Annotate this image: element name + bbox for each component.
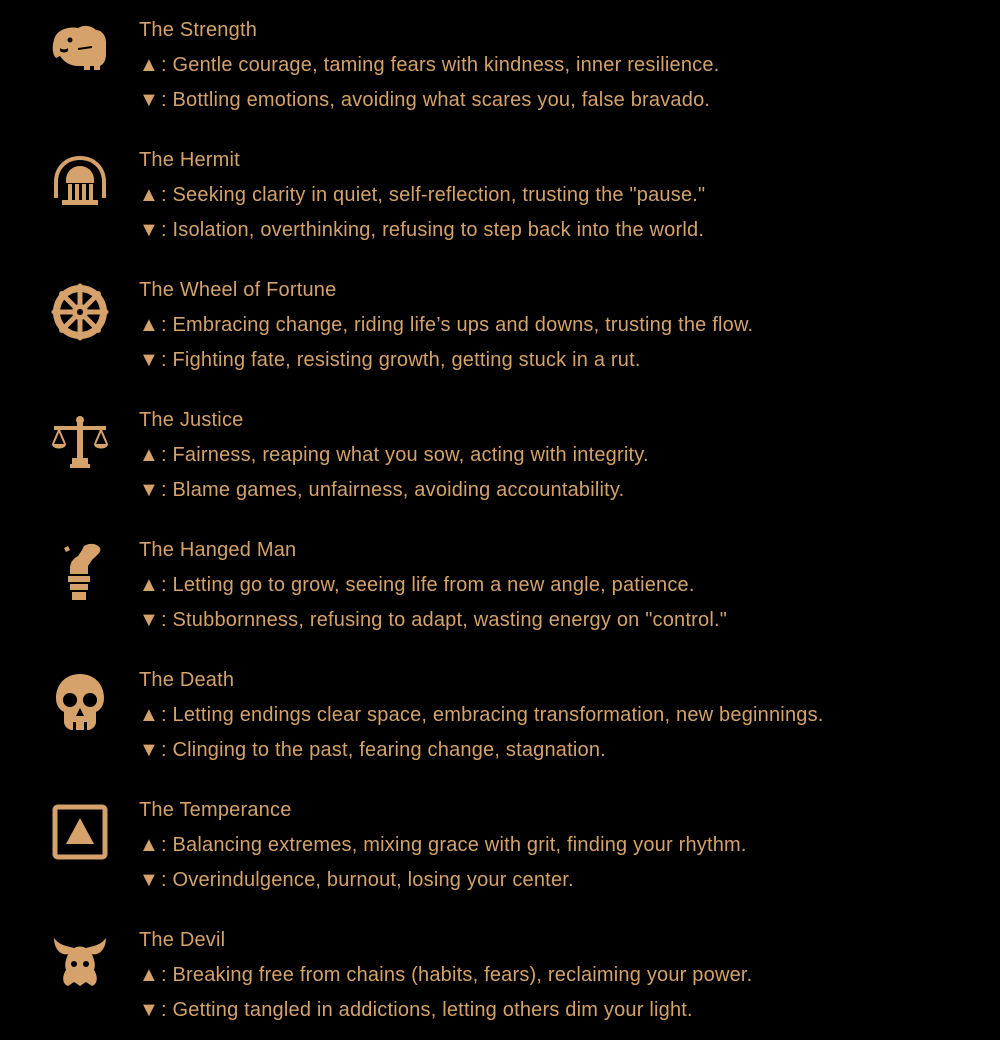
upright-text: : Gentle courage, taming fears with kindness, inner resilience. <box>161 54 720 76</box>
upright-arrow-icon: ▲ <box>139 964 159 986</box>
upright-arrow-icon: ▲ <box>139 704 159 726</box>
reversed-text: : Blame games, unfairness, avoiding accountability. <box>161 479 625 501</box>
card-title: The Strength <box>139 19 258 41</box>
reversed-meaning <box>139 609 727 631</box>
reversed-text: : Stubbornness, refusing to adapt, wasting energy on "control." <box>161 609 728 631</box>
reversed-text: : Getting tangled in addictions, letting others dim your light. <box>161 999 693 1021</box>
card-title: The Death <box>139 669 235 691</box>
reversed-arrow-icon: ▼ <box>139 479 159 501</box>
card-strength <box>0 0 1000 130</box>
upright-meaning <box>139 184 705 206</box>
upright-arrow-icon: ▲ <box>139 834 159 856</box>
reversed-arrow-icon: ▼ <box>139 349 159 371</box>
upright-arrow-icon: ▲ <box>139 184 159 206</box>
reversed-arrow-icon: ▼ <box>139 89 159 111</box>
upright-meaning <box>139 834 747 856</box>
reversed-arrow-icon: ▼ <box>139 609 159 631</box>
reversed-text: : Bottling emotions, avoiding what scares you, false bravado. <box>161 89 711 111</box>
triangle-frame-icon <box>48 800 112 864</box>
upright-text: : Letting go to grow, seeing life from a new angle, patience. <box>161 574 695 596</box>
card-wheel-of-fortune <box>0 260 1000 390</box>
upright-meaning <box>139 704 824 726</box>
reversed-text: : Overindulgence, burnout, losing your center. <box>161 869 574 891</box>
wheel-icon <box>48 280 112 344</box>
card-title: The Devil <box>139 929 226 951</box>
upright-arrow-icon: ▲ <box>139 444 159 466</box>
hanging-foot-icon <box>48 540 112 604</box>
reversed-meaning <box>139 869 574 891</box>
upright-arrow-icon: ▲ <box>139 54 159 76</box>
reversed-meaning <box>139 89 710 111</box>
card-devil <box>0 910 1000 1040</box>
reversed-meaning <box>139 999 693 1021</box>
reversed-text: : Clinging to the past, fearing change, stagnation. <box>161 739 606 761</box>
card-temperance <box>0 780 1000 910</box>
card-justice <box>0 390 1000 520</box>
reversed-arrow-icon: ▼ <box>139 219 159 241</box>
card-title: The Temperance <box>139 799 292 821</box>
reversed-text: : Fighting fate, resisting growth, getting stuck in a rut. <box>161 349 641 371</box>
upright-arrow-icon: ▲ <box>139 574 159 596</box>
upright-meaning <box>139 964 752 986</box>
upright-text: : Fairness, reaping what you sow, acting with integrity. <box>161 444 649 466</box>
upright-meaning <box>139 444 649 466</box>
upright-text: : Breaking free from chains (habits, fears), reclaiming your power. <box>161 964 753 986</box>
upright-meaning <box>139 54 719 76</box>
lion-head-icon <box>48 20 112 84</box>
card-title: The Hanged Man <box>139 539 297 561</box>
reversed-arrow-icon: ▼ <box>139 999 159 1021</box>
reversed-arrow-icon: ▼ <box>139 869 159 891</box>
card-title: The Wheel of Fortune <box>139 279 337 301</box>
upright-text: : Seeking clarity in quiet, self-reflection, trusting the "pause." <box>161 184 706 206</box>
lantern-arch-icon <box>48 150 112 214</box>
upright-text: : Embracing change, riding life’s ups and downs, trusting the flow. <box>161 314 754 336</box>
reversed-text: : Isolation, overthinking, refusing to step back into the world. <box>161 219 705 241</box>
devil-horns-icon <box>48 930 112 994</box>
reversed-meaning <box>139 219 704 241</box>
scales-icon <box>48 410 112 474</box>
card-title: The Hermit <box>139 149 240 171</box>
upright-text: : Balancing extremes, mixing grace with grit, finding your rhythm. <box>161 834 747 856</box>
upright-text: : Letting endings clear space, embracing transformation, new beginnings. <box>161 704 824 726</box>
reversed-meaning <box>139 479 624 501</box>
upright-arrow-icon: ▲ <box>139 314 159 336</box>
upright-meaning <box>139 314 753 336</box>
skull-icon <box>48 670 112 734</box>
card-death <box>0 650 1000 780</box>
card-hanged-man <box>0 520 1000 650</box>
upright-meaning <box>139 574 695 596</box>
card-hermit <box>0 130 1000 260</box>
reversed-meaning <box>139 349 641 371</box>
reversed-arrow-icon: ▼ <box>139 739 159 761</box>
card-title: The Justice <box>139 409 244 431</box>
reversed-meaning <box>139 739 606 761</box>
